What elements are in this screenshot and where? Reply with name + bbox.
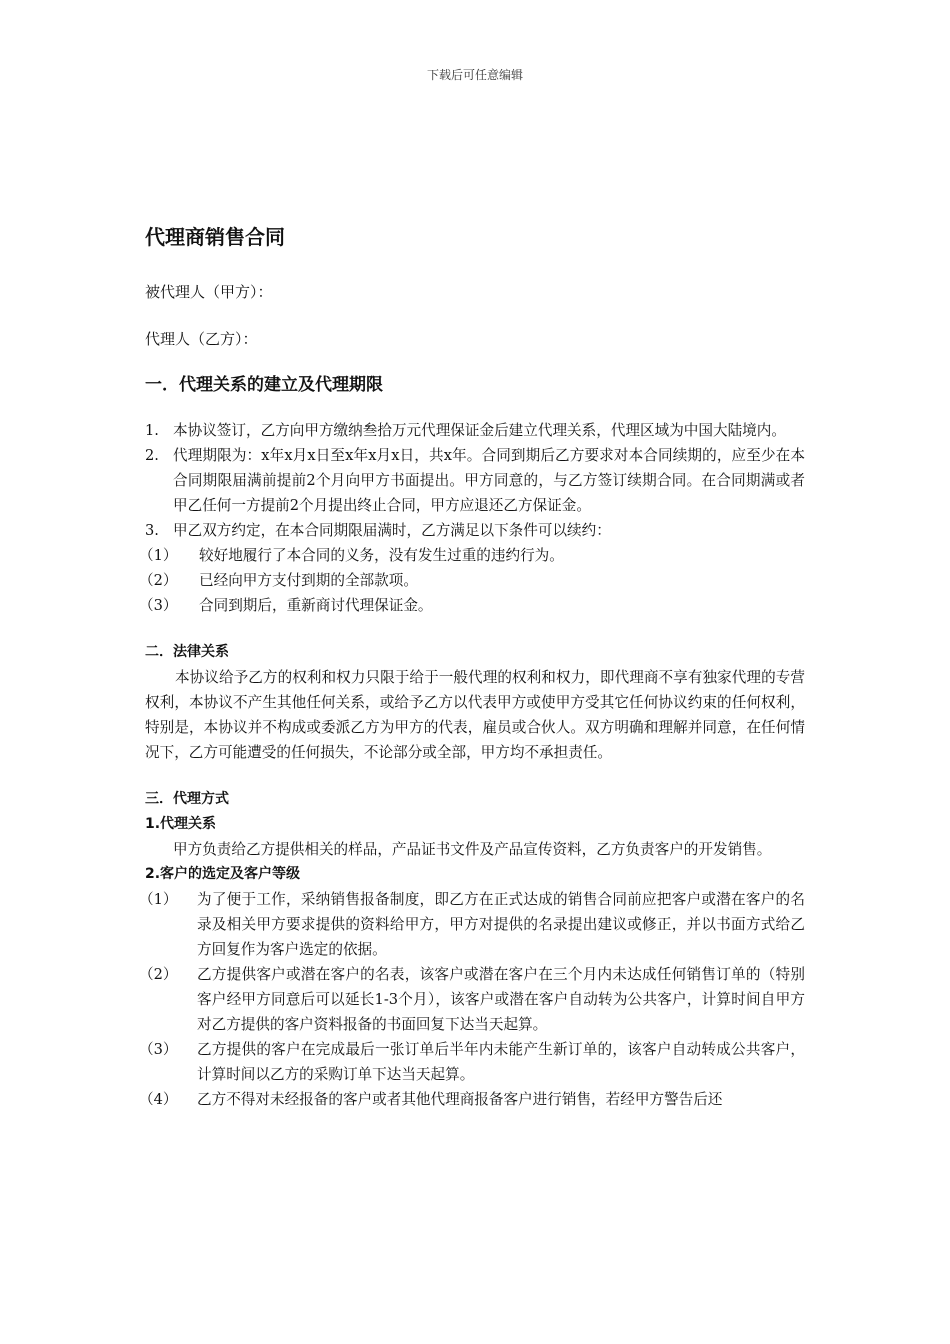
section2-heading: 二．法律关系 <box>145 644 229 660</box>
rule-number: （3） <box>139 1041 178 1058</box>
section1-heading: 一．代理关系的建立及代理期限 <box>145 375 383 395</box>
document-body <box>139 223 805 1112</box>
agent-party-line: 代理人（乙方）： <box>145 330 258 348</box>
customer-rule <box>139 887 805 962</box>
item-number: 1. <box>145 422 159 439</box>
item-text: 本协议签订，乙方向甲方缴纳叁拾万元代理保证金后建立代理关系，代理区域为中国大陆境内。 <box>173 422 786 439</box>
condition-number: （1） <box>139 547 178 564</box>
renewal-condition <box>139 593 805 618</box>
section3-heading: 三．代理方式 <box>145 791 229 807</box>
rule-number: （2） <box>139 966 178 983</box>
section3-sub1-body: 甲方负责给乙方提供相关的样品，产品证书文件及产品宣传资料，乙方负责客户的开发销售。 <box>173 841 772 858</box>
section3-sub1-heading: 1.代理关系 <box>145 816 217 832</box>
rule-text: 乙方提供客户或潜在客户的名表，该客户或潜在客户在三个月内未达成任何销售订单的（特别客户经甲方同意后可以延长1-3个月），该客户或潜在客户自动转为公共客户，计算时间自甲方对乙方提供的客户资料报备的书面回复下达当天起算。 <box>197 966 805 1033</box>
item-number: 3. <box>145 522 159 539</box>
item-text: 代理期限为：x年x月x日至x年x月x日，共x年。合同到期后乙方要求对本合同续期的，应至少在本合同期限届满前提前2个月向甲方书面提出。甲方同意的，与乙方签订续期合同。在合同期满或者甲乙任何一方提前2个月提出终止合同，甲方应退还乙方保证金。 <box>173 447 805 514</box>
principal-party-line: 被代理人（甲方）： <box>145 283 273 301</box>
customer-rule <box>139 1037 805 1087</box>
item-text: 甲乙双方约定，在本合同期限届满时，乙方满足以下条件可以续约： <box>173 522 611 539</box>
section1-item <box>145 518 805 543</box>
condition-number: （3） <box>139 597 178 614</box>
customer-rule <box>139 1087 805 1112</box>
renewal-condition <box>139 568 805 593</box>
document-title: 代理商销售合同 <box>145 225 285 249</box>
rule-number: （4） <box>139 1091 178 1108</box>
condition-text: 已经向甲方支付到期的全部款项。 <box>199 572 418 589</box>
page-header: 下载后可任意编辑 <box>426 68 523 82</box>
rule-text: 为了便于工作，采纳销售报备制度，即乙方在正式达成的销售合同前应把客户或潜在客户的名录及相关甲方要求提供的资料给甲方，甲方对提供的名录提出建议或修正，并以书面方式给乙方回复作为客户选定的依据。 <box>197 891 805 958</box>
condition-text: 合同到期后，重新商讨代理保证金。 <box>199 597 433 614</box>
condition-text: 较好地履行了本合同的义务，没有发生过重的违约行为。 <box>199 547 564 564</box>
item-number: 2. <box>145 447 159 464</box>
section3-sub2-heading: 2.客户的选定及客户等级 <box>145 866 301 882</box>
rule-number: （1） <box>139 891 178 908</box>
section1-item <box>145 418 805 443</box>
customer-rule <box>139 962 805 1037</box>
rule-text: 乙方不得对未经报备的客户或者其他代理商报备客户进行销售，若经甲方警告后还 <box>197 1091 723 1108</box>
condition-number: （2） <box>139 572 178 589</box>
renewal-condition <box>139 543 805 568</box>
section1-item <box>145 443 805 518</box>
rule-text: 乙方提供的客户在完成最后一张订单后半年内未能产生新订单的，该客户自动转成公共客户，计算时间以乙方的采购订单下达当天起算。 <box>197 1041 805 1083</box>
section2-body: 本协议给予乙方的权利和权力只限于给于一般代理的权利和权力，即代理商不享有独家代理的专营权利，本协议不产生其他任何关系，或给予乙方以代表甲方或使甲方受其它任何协议约束的任何权利，特别是，本协议并不构成或委派乙方为甲方的代表，雇员或合伙人。双方明确和理解并同意，在任何情况下，乙方可能遭受的任何损失，不论部分或全部，甲方均不承担责任。 <box>145 669 805 761</box>
